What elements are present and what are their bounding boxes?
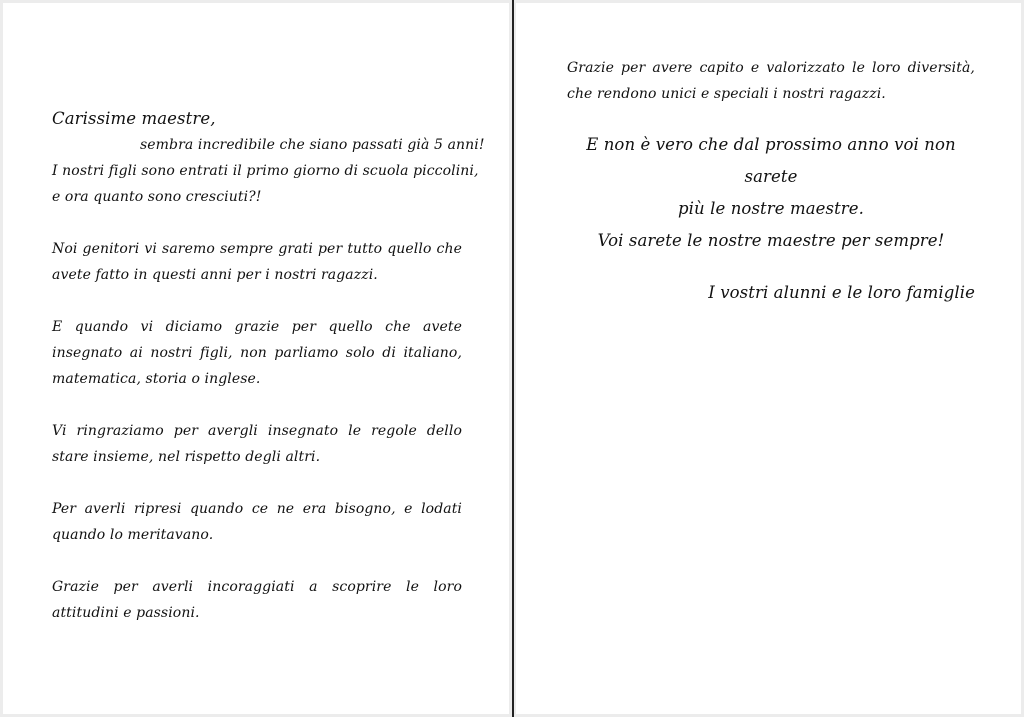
paragraph-2: Noi genitori vi saremo sempre grati per tutto quello che avete fatto in questi anni per i nostri ragazzi.	[52, 241, 462, 283]
paragraph-1-line-3: e ora quanto sono cresciuti?!	[52, 189, 262, 205]
paragraph-gap	[52, 288, 462, 314]
paragraph-1-line-2: I nostri figli sono entrati il primo giorno di scuola piccolini,	[52, 163, 479, 179]
paragraph-gap	[567, 107, 975, 129]
salutation: Carissime maestre,	[52, 109, 216, 128]
paragraph-4: Vi ringraziamo per avergli insegnato le regole dello stare insieme, nel rispetto degli altri.	[52, 423, 462, 465]
paragraph-gap	[52, 392, 462, 418]
paragraph-gap	[52, 470, 462, 496]
document-page-left	[3, 3, 509, 714]
paragraph-gap	[567, 257, 975, 277]
closing-line-1: E non è vero che dal prossimo anno voi non sarete	[586, 135, 956, 186]
letter-body-left	[52, 106, 485, 626]
paragraph-gap	[52, 210, 462, 236]
paragraph-7: Grazie per avere capito e valorizzato le loro diversità, che rendono unici e speciali i nostri ragazzi.	[567, 60, 975, 102]
document-page-right	[516, 3, 1021, 714]
page-divider	[512, 0, 514, 717]
letter-body-right	[567, 55, 975, 309]
paragraph-1-line-1: sembra incredibile che siano passati già 5 anni!	[140, 137, 485, 153]
signature: I vostri alunni e le loro famiglie	[708, 283, 975, 302]
closing-line-2: più le nostre maestre.	[678, 199, 864, 218]
closing-line-3: Voi sarete le nostre maestre per sempre!	[597, 231, 945, 250]
paragraph-5: Per averli ripresi quando ce ne era bisogno, e lodati quando lo meritavano.	[52, 501, 462, 543]
paragraph-gap	[52, 548, 462, 574]
paragraph-3: E quando vi diciamo grazie per quello che avete insegnato ai nostri figli, non parliamo solo di italiano, matematica, storia o inglese.	[52, 319, 462, 387]
paragraph-6: Grazie per averli incoraggiati a scoprire le loro attitudini e passioni.	[52, 579, 462, 621]
